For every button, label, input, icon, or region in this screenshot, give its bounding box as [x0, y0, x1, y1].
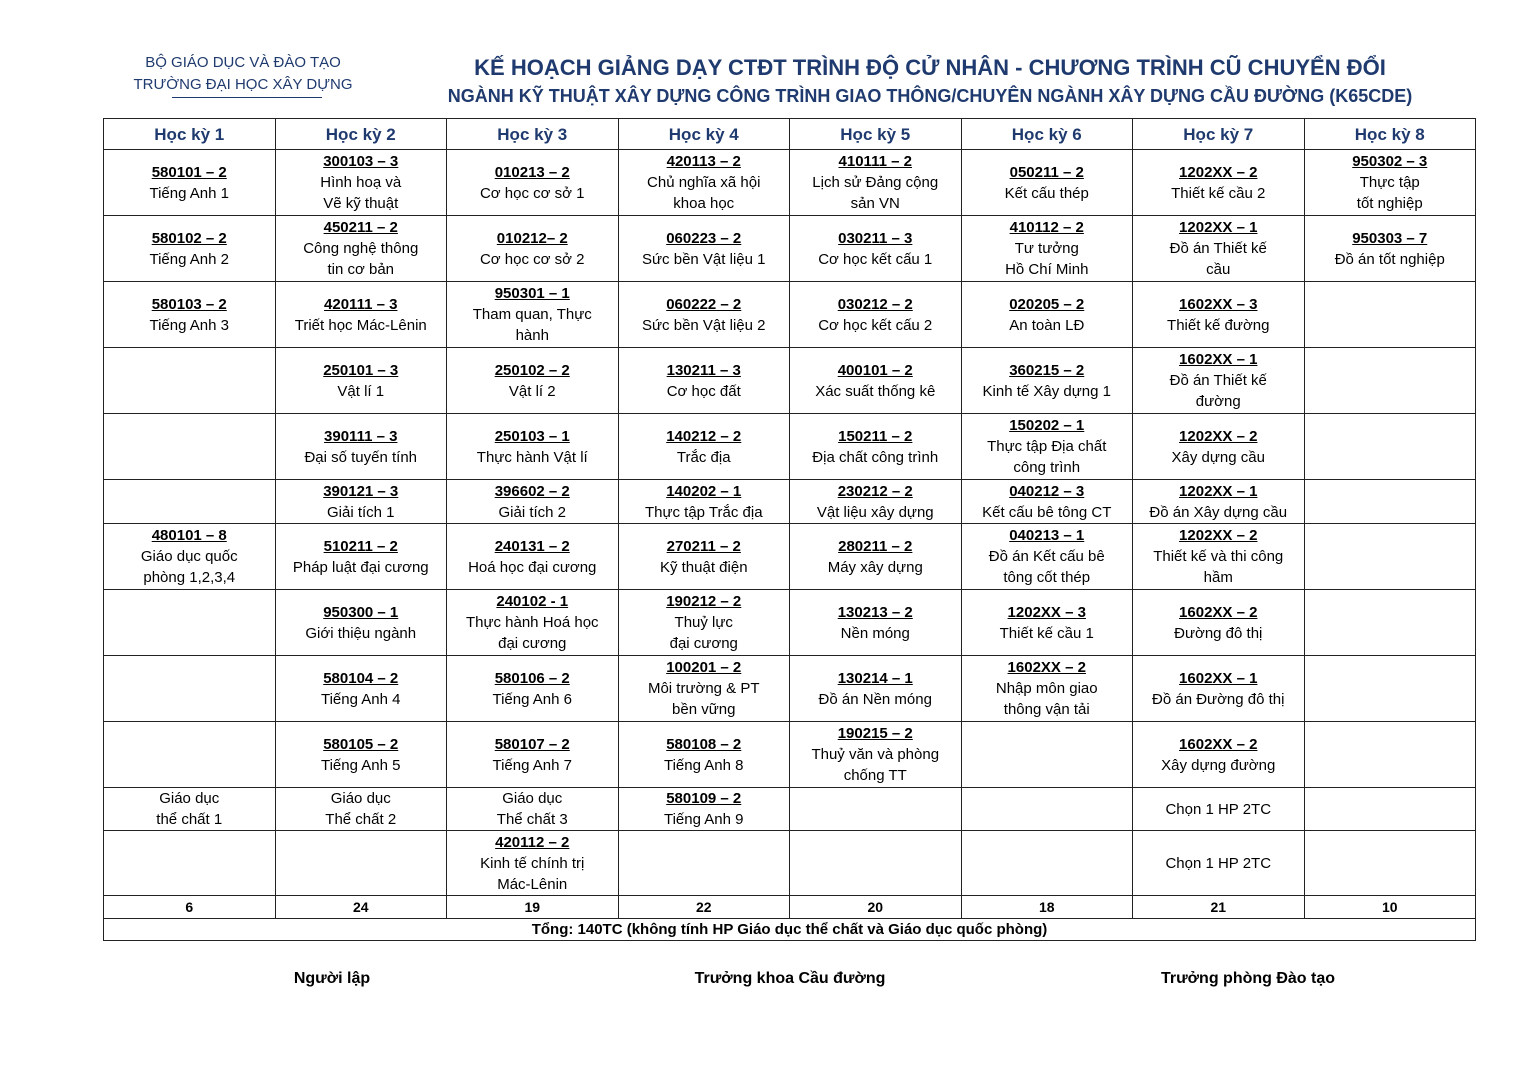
- course-code: 230212 – 2: [837, 482, 913, 500]
- course-name: Đồ án Thiết kế cầu: [1169, 240, 1267, 278]
- course-name: Pháp luật đại cương: [292, 558, 429, 576]
- course-name: Vật liệu xây dựng: [816, 503, 934, 521]
- course-code: 250101 – 3: [323, 361, 399, 379]
- course-cell: [1133, 788, 1305, 831]
- course-name: Xây dựng đường: [1161, 756, 1276, 774]
- course-cell: [790, 788, 962, 831]
- course-code: 420112 – 2: [495, 833, 570, 851]
- course-name: Kỹ thuật điện: [659, 558, 748, 576]
- course-cell: [104, 590, 276, 656]
- course-cell: [275, 348, 447, 414]
- table-row: [104, 348, 1476, 414]
- course-code: 140212 – 2: [666, 427, 742, 445]
- course-name: Thuỷ lực đại cương: [669, 614, 738, 652]
- course-name: Tiếng Anh 4: [320, 690, 401, 708]
- course-cell: [447, 414, 619, 480]
- course-code: 1202XX – 1: [1179, 482, 1258, 500]
- course-name: Thực tập tốt nghiệp: [1356, 174, 1423, 212]
- column-header-semester-2: Học kỳ 2: [275, 119, 447, 150]
- course-cell: [275, 216, 447, 282]
- course-cell: [104, 414, 276, 480]
- course-code: 580107 – 2: [494, 735, 570, 753]
- course-code: 580105 – 2: [323, 735, 399, 753]
- course-code: 390121 – 3: [323, 482, 399, 500]
- course-cell: [618, 656, 790, 722]
- course-name: Địa chất công trình: [812, 448, 939, 466]
- semester-credits: 19: [447, 896, 619, 919]
- table-row: [104, 722, 1476, 788]
- course-name: Đồ án Xây dựng cầu: [1149, 503, 1288, 521]
- course-code: 140202 – 1: [666, 482, 742, 500]
- course-cell: [618, 150, 790, 216]
- semester-credits: 21: [1133, 896, 1305, 919]
- course-name: Đồ án Nền móng: [818, 690, 932, 708]
- course-cell: [275, 722, 447, 788]
- course-code: 510211 – 2: [323, 537, 398, 555]
- course-code: 040213 – 1: [1009, 527, 1085, 544]
- course-cell: [1304, 656, 1476, 722]
- course-name: Tiếng Anh 6: [492, 690, 572, 708]
- document-title: [380, 54, 1480, 110]
- course-cell: [961, 524, 1133, 590]
- course-cell: [618, 590, 790, 656]
- course-cell: [961, 788, 1133, 831]
- course-name: Triết học Mác-Lênin: [294, 316, 427, 334]
- course-code: 240102 - 1: [496, 593, 569, 610]
- course-code: 580109 – 2: [666, 790, 742, 807]
- table-row: [104, 524, 1476, 590]
- course-name: Chọn 1 HP 2TC: [1165, 800, 1272, 818]
- total-row: [104, 919, 1476, 941]
- course-name: Hoá học đại cương: [468, 558, 597, 576]
- course-name: Tiếng Anh 1: [149, 184, 229, 202]
- course-cell: [275, 150, 447, 216]
- course-cell: [618, 722, 790, 788]
- table-row: [104, 480, 1476, 524]
- course-cell: [618, 788, 790, 831]
- course-cell: [790, 831, 962, 896]
- course-name: Tư tưởng Hồ Chí Minh: [1005, 240, 1089, 278]
- course-code: 410111 – 2: [838, 153, 912, 170]
- course-cell: [275, 282, 447, 348]
- course-code: 1602XX – 2: [1179, 603, 1258, 621]
- course-name: Giải tích 2: [498, 503, 567, 521]
- column-header-semester-1: Học kỳ 1: [104, 119, 276, 150]
- course-code: 580108 – 2: [666, 735, 742, 753]
- table-row: [104, 656, 1476, 722]
- course-code: 040212 – 3: [1009, 482, 1085, 500]
- course-name: Tiếng Anh 9: [663, 811, 744, 828]
- organization-header: [112, 52, 374, 96]
- table-row: [104, 831, 1476, 896]
- course-name: Thực tập Trắc địa: [644, 503, 763, 521]
- course-cell: [618, 831, 790, 896]
- course-name: Hình hoạ và Vẽ kỹ thuật: [320, 174, 402, 212]
- table-row: [104, 414, 1476, 480]
- course-name: Giáo dục Thể chất 2: [325, 790, 397, 828]
- course-name: Tiếng Anh 3: [149, 316, 229, 334]
- course-code: 100201 – 2: [666, 659, 742, 676]
- column-header-semester-5: Học kỳ 5: [790, 119, 962, 150]
- course-cell: [1133, 722, 1305, 788]
- course-cell: [1133, 150, 1305, 216]
- course-cell: [790, 282, 962, 348]
- course-name: Chọn 1 HP 2TC: [1165, 854, 1272, 872]
- course-name: Tiếng Anh 7: [492, 756, 572, 774]
- course-code: 030212 – 2: [837, 295, 913, 313]
- course-code: 1602XX – 3: [1179, 295, 1258, 313]
- course-name: Kết cấu thép: [1004, 184, 1089, 202]
- course-cell: [104, 348, 276, 414]
- course-code: 020205 – 2: [1009, 295, 1085, 313]
- course-name: Kết cấu bê tông CT: [982, 503, 1112, 521]
- course-cell: [275, 524, 447, 590]
- course-name: Sức bền Vật liệu 1: [642, 250, 766, 268]
- course-code: 420113 – 2: [666, 153, 741, 170]
- course-name: Cơ học kết cấu 1: [818, 250, 933, 268]
- course-code: 400101 – 2: [837, 361, 913, 379]
- course-cell: [447, 282, 619, 348]
- course-name: Vật lí 2: [508, 382, 556, 400]
- course-cell: [275, 414, 447, 480]
- course-cell: [1133, 656, 1305, 722]
- course-name: Tham quan, Thực hành: [472, 306, 592, 344]
- course-code: 130211 – 3: [666, 361, 741, 379]
- course-name: Lịch sử Đảng cộng sản VN: [812, 174, 939, 212]
- course-cell: [1133, 524, 1305, 590]
- course-name: Chủ nghĩa xã hội khoa học: [647, 174, 761, 212]
- course-cell: [447, 150, 619, 216]
- course-cell: [447, 656, 619, 722]
- course-cell: [790, 656, 962, 722]
- course-name: Thực hành Hoá học đại cương: [465, 614, 599, 652]
- course-cell: [618, 524, 790, 590]
- course-cell: [1133, 414, 1305, 480]
- semester-credits: 24: [275, 896, 447, 919]
- column-header-semester-6: Học kỳ 6: [961, 119, 1133, 150]
- course-cell: [790, 480, 962, 524]
- course-cell: [104, 150, 276, 216]
- course-code: 010212– 2: [496, 229, 568, 247]
- course-code: 1602XX – 2: [1007, 659, 1086, 676]
- column-header-semester-8: Học kỳ 8: [1304, 119, 1476, 150]
- course-cell: [618, 282, 790, 348]
- course-code: 1602XX – 2: [1179, 735, 1258, 753]
- course-code: 580104 – 2: [323, 669, 399, 687]
- course-cell: [1304, 788, 1476, 831]
- course-name: Máy xây dựng: [827, 558, 923, 576]
- course-code: 010213 – 2: [494, 163, 570, 181]
- course-cell: [1133, 216, 1305, 282]
- course-code: 950300 – 1: [323, 603, 399, 621]
- title-line-1: KẾ HOẠCH GIẢNG DẠY CTĐT TRÌNH ĐỘ CỬ NHÂN - CHƯƠNG TRÌNH CŨ CHUYỂN ĐỔI: [474, 55, 1386, 80]
- title-line-2: NGÀNH KỸ THUẬT XÂY DỰNG CÔNG TRÌNH GIAO THÔNG/CHUYÊN NGÀNH XÂY DỰNG CẦU ĐƯỜNG (K65CDE): [447, 86, 1413, 106]
- course-code: 580101 – 2: [151, 163, 227, 181]
- course-cell: [790, 216, 962, 282]
- course-cell: [104, 788, 276, 831]
- course-code: 360215 – 2: [1009, 361, 1085, 379]
- course-cell: [1304, 722, 1476, 788]
- course-cell: [1133, 348, 1305, 414]
- course-cell: [961, 414, 1133, 480]
- course-name: Thiết kế cầu 2: [1171, 184, 1266, 202]
- course-code: 150211 – 2: [838, 427, 913, 445]
- course-cell: [790, 524, 962, 590]
- course-cell: [1304, 348, 1476, 414]
- course-cell: [1304, 282, 1476, 348]
- course-code: 390111 – 3: [324, 427, 398, 445]
- course-code: 1602XX – 1: [1179, 351, 1258, 368]
- course-code: 480101 – 8: [151, 527, 227, 544]
- course-cell: [104, 831, 276, 896]
- course-name: Sức bền Vật liệu 2: [642, 316, 766, 334]
- signature-creator: Người lập: [293, 970, 371, 987]
- course-cell: [790, 590, 962, 656]
- semester-credits: 20: [790, 896, 962, 919]
- course-cell: [104, 216, 276, 282]
- course-code: 190212 – 2: [666, 593, 742, 610]
- course-cell: [1304, 831, 1476, 896]
- course-cell: [790, 414, 962, 480]
- course-name: Cơ học kết cấu 2: [818, 316, 933, 334]
- course-name: Thiết kế đường: [1167, 316, 1270, 334]
- course-cell: [961, 590, 1133, 656]
- course-code: 950303 – 7: [1352, 229, 1428, 247]
- course-code: 580102 – 2: [151, 229, 227, 247]
- course-cell: [1133, 590, 1305, 656]
- course-name: Tiếng Anh 8: [663, 756, 744, 774]
- course-name: Nền móng: [840, 624, 910, 642]
- course-cell: [275, 656, 447, 722]
- course-code: 060222 – 2: [666, 295, 742, 313]
- course-cell: [618, 480, 790, 524]
- course-cell: [961, 831, 1133, 896]
- course-name: Đường đô thị: [1174, 624, 1263, 642]
- semester-credits: 10: [1304, 896, 1476, 919]
- course-name: Vật lí 1: [337, 382, 385, 400]
- course-cell: [961, 348, 1133, 414]
- course-cell: [618, 216, 790, 282]
- course-code: 300103 – 3: [323, 153, 399, 170]
- course-name: Giải tích 1: [326, 503, 395, 521]
- table-row: [104, 788, 1476, 831]
- course-code: 060223 – 2: [666, 229, 742, 247]
- course-code: 1202XX – 3: [1007, 603, 1086, 621]
- course-cell: [961, 480, 1133, 524]
- course-code: 1202XX – 2: [1179, 527, 1258, 544]
- course-cell: [618, 414, 790, 480]
- course-code: 050211 – 2: [1009, 163, 1084, 181]
- course-code: 250103 – 1: [494, 427, 570, 445]
- course-code: 270211 – 2: [666, 537, 741, 555]
- course-name: Thiết kế và thi công hầm: [1153, 548, 1284, 586]
- course-cell: [447, 590, 619, 656]
- course-cell: [1304, 590, 1476, 656]
- course-name: Thiết kế cầu 1: [999, 624, 1094, 642]
- course-cell: [961, 656, 1133, 722]
- course-code: 190215 – 2: [837, 725, 913, 742]
- course-code: 420111 – 3: [324, 295, 398, 313]
- course-name: Môi trường & PT bền vững: [647, 680, 760, 718]
- table-row: [104, 150, 1476, 216]
- course-name: Kinh tế Xây dựng 1: [982, 382, 1111, 400]
- course-name: Giáo dục Thể chất 3: [496, 790, 568, 828]
- course-code: 240131 – 2: [494, 537, 570, 555]
- course-name: Thực hành Vật lí: [476, 448, 588, 466]
- course-cell: [447, 480, 619, 524]
- course-cell: [961, 282, 1133, 348]
- course-name: Cơ học cơ sở 2: [479, 250, 585, 268]
- course-code: 1202XX – 2: [1179, 163, 1258, 181]
- course-cell: [1304, 414, 1476, 480]
- table-header-row: [104, 119, 1476, 150]
- column-header-semester-7: Học kỳ 7: [1133, 119, 1305, 150]
- course-code: 396602 – 2: [494, 482, 570, 500]
- course-name: Thực tập Địa chất công trình: [987, 438, 1107, 476]
- course-cell: [1304, 524, 1476, 590]
- course-name: Trắc địa: [676, 448, 731, 466]
- course-code: 1202XX – 1: [1179, 219, 1258, 236]
- course-cell: [447, 788, 619, 831]
- course-cell: [1304, 480, 1476, 524]
- course-cell: [961, 216, 1133, 282]
- course-name: Kinh tế chính trị Mác-Lênin: [480, 854, 585, 893]
- course-code: 950301 – 1: [494, 285, 570, 302]
- course-cell: [104, 524, 276, 590]
- semester-credits: 22: [618, 896, 790, 919]
- course-cell: [961, 150, 1133, 216]
- course-code: 030211 – 3: [838, 229, 913, 247]
- course-name: Giáo dục thể chất 1: [156, 790, 223, 828]
- course-cell: [447, 524, 619, 590]
- course-cell: [1133, 831, 1305, 896]
- course-cell: [1304, 150, 1476, 216]
- course-cell: [447, 216, 619, 282]
- course-name: Đại số tuyến tính: [304, 448, 418, 466]
- course-name: Xây dựng cầu: [1171, 448, 1265, 466]
- column-header-semester-4: Học kỳ 4: [618, 119, 790, 150]
- course-code: 250102 – 2: [494, 361, 570, 379]
- table-row: [104, 282, 1476, 348]
- course-name: Thuỷ văn và phòng chống TT: [811, 746, 940, 784]
- column-header-semester-3: Học kỳ 3: [447, 119, 619, 150]
- course-cell: [275, 480, 447, 524]
- course-code: 580106 – 2: [494, 669, 570, 687]
- ministry-name: BỘ GIÁO DỤC VÀ ĐÀO TẠO: [145, 54, 341, 71]
- course-cell: [447, 348, 619, 414]
- course-cell: [790, 348, 962, 414]
- credits-row: [104, 896, 1476, 919]
- course-cell: [275, 831, 447, 896]
- course-name: Xác suất thống kê: [815, 382, 936, 400]
- course-cell: [275, 590, 447, 656]
- course-cell: [104, 480, 276, 524]
- course-code: 150202 – 1: [1009, 417, 1085, 434]
- course-name: Nhập môn giao thông vận tải: [995, 680, 1098, 718]
- table-row: [104, 216, 1476, 282]
- total-credits: Tổng: 140TC (không tính HP Giáo dục thể chất và Giáo dục quốc phòng): [104, 919, 1476, 941]
- teaching-plan-table: [103, 118, 1476, 941]
- course-cell: [1304, 216, 1476, 282]
- course-code: 950302 – 3: [1352, 153, 1428, 170]
- course-cell: [104, 282, 276, 348]
- course-name: Đồ án Thiết kế đường: [1169, 372, 1267, 410]
- course-code: 1202XX – 2: [1179, 427, 1258, 445]
- semester-credits: 18: [961, 896, 1133, 919]
- course-name: Tiếng Anh 2: [149, 250, 229, 268]
- course-cell: [447, 722, 619, 788]
- course-cell: [1133, 480, 1305, 524]
- signature-dean: Trưởng khoa Cầu đường: [694, 970, 886, 987]
- semester-credits: 6: [104, 896, 276, 919]
- course-name: Tiếng Anh 5: [320, 756, 401, 774]
- course-code: 580103 – 2: [151, 295, 227, 313]
- school-underline: [172, 97, 322, 98]
- course-code: 1602XX – 1: [1179, 669, 1258, 687]
- course-name: Đồ án tốt nghiệp: [1334, 250, 1445, 268]
- course-name: Giới thiệu ngành: [305, 624, 417, 642]
- course-name: Cơ học đất: [666, 382, 741, 400]
- course-cell: [1133, 282, 1305, 348]
- course-cell: [104, 722, 276, 788]
- course-name: An toàn LĐ: [1009, 316, 1085, 334]
- course-cell: [790, 722, 962, 788]
- school-name: TRƯỜNG ĐẠI HỌC XÂY DỰNG: [133, 76, 353, 93]
- course-code: 130213 – 2: [837, 603, 913, 621]
- course-cell: [790, 150, 962, 216]
- course-code: 410112 – 2: [1009, 219, 1084, 236]
- course-cell: [275, 788, 447, 831]
- course-cell: [618, 348, 790, 414]
- course-code: 280211 – 2: [838, 537, 913, 555]
- course-name: Đồ án Đường đô thị: [1152, 690, 1285, 708]
- course-name: Công nghệ thông tin cơ bản: [303, 240, 419, 278]
- course-name: Cơ học cơ sở 1: [479, 184, 585, 202]
- signature-training-head: Trưởng phòng Đào tạo: [1160, 970, 1336, 987]
- course-code: 130214 – 1: [837, 669, 913, 687]
- course-cell: [104, 656, 276, 722]
- course-cell: [961, 722, 1133, 788]
- table-row: [104, 590, 1476, 656]
- course-cell: [447, 831, 619, 896]
- course-name: Đồ án Kết cấu bê tông cốt thép: [988, 548, 1105, 586]
- course-name: Giáo dục quốc phòng 1,2,3,4: [140, 548, 238, 586]
- course-code: 450211 – 2: [323, 219, 398, 236]
